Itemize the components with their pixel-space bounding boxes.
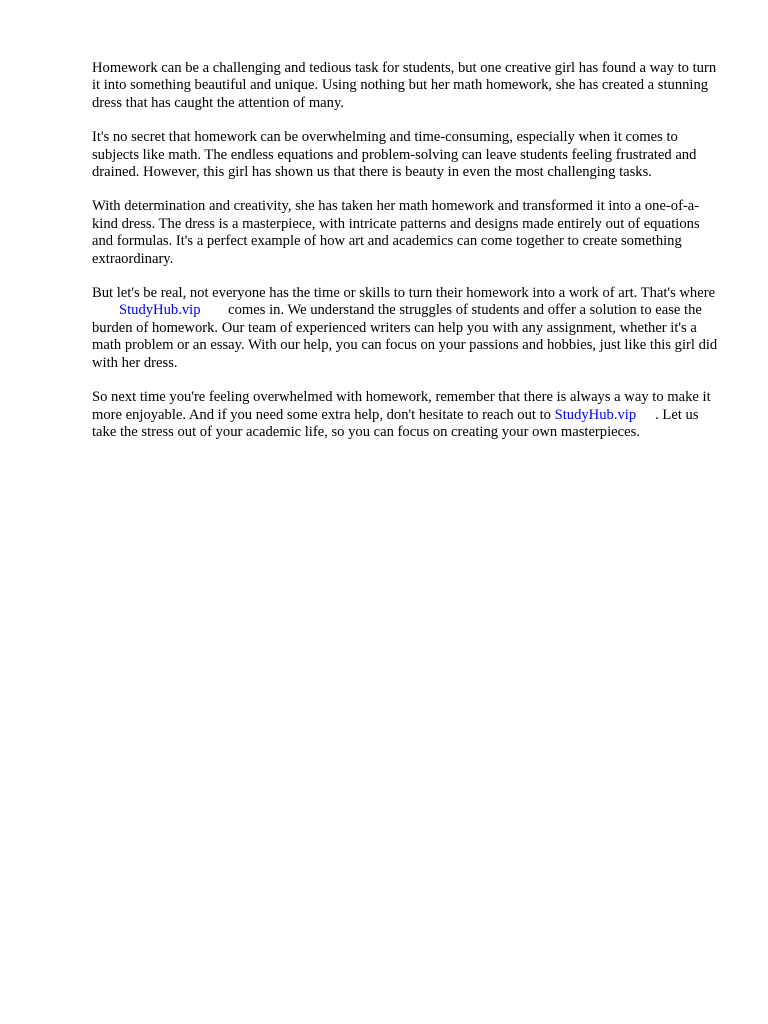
paragraph-homework-overwhelming: It's no secret that homework can be overwhelming and time-consuming, especially when it comes to subjects like math. The endless equations and problem-solving can leave students feeling frustrated and drained. However, this girl has shown us that there is beauty in even the most challenging tasks. — [92, 129, 697, 181]
paragraph-closing — [92, 389, 722, 441]
paragraph-studyhub-promo — [92, 285, 722, 372]
document-body — [92, 60, 722, 458]
closing-text-before: So next time you're feeling overwhelmed with homework, remember that there is always a way to make it more enjoyable. And if you need some extra help, don't hesitate to reach out to — [92, 389, 711, 423]
promo-text-after: comes in. We understand the struggles of students and offer a solution to ease the burden of homework. Our team of experienced writers can help you with any assignment, whether it's a math problem or an essay. With our help, you can focus on your passions and hobbies, just like this girl did with her dress. — [92, 302, 718, 371]
paragraph-intro: Homework can be a challenging and tedious task for students, but one creative girl has found a way to turn it into something beautiful and unique. Using nothing but her math homework, she has created a stunning dress that has caught the attention of many. — [92, 60, 717, 111]
paragraph-dress-description: With determination and creativity, she has taken her math homework and transformed it into a one-of-a-kind dress. The dress is a masterpiece, with intricate patterns and designs made entirely out of equations and formulas. It's a perfect example of how art and academics can come together to create something extraordinary. — [92, 198, 700, 267]
closing-text-after: . Let us take the stress out of your academic life, so you can focus on creating your own masterpieces. — [92, 406, 699, 440]
studyhub-link-closing[interactable]: StudyHub.vip — [554, 406, 637, 423]
promo-text-before: But let's be real, not everyone has the time or skills to turn their homework into a work of art. That's where — [92, 285, 716, 302]
studyhub-link[interactable]: StudyHub.vip — [119, 302, 201, 319]
